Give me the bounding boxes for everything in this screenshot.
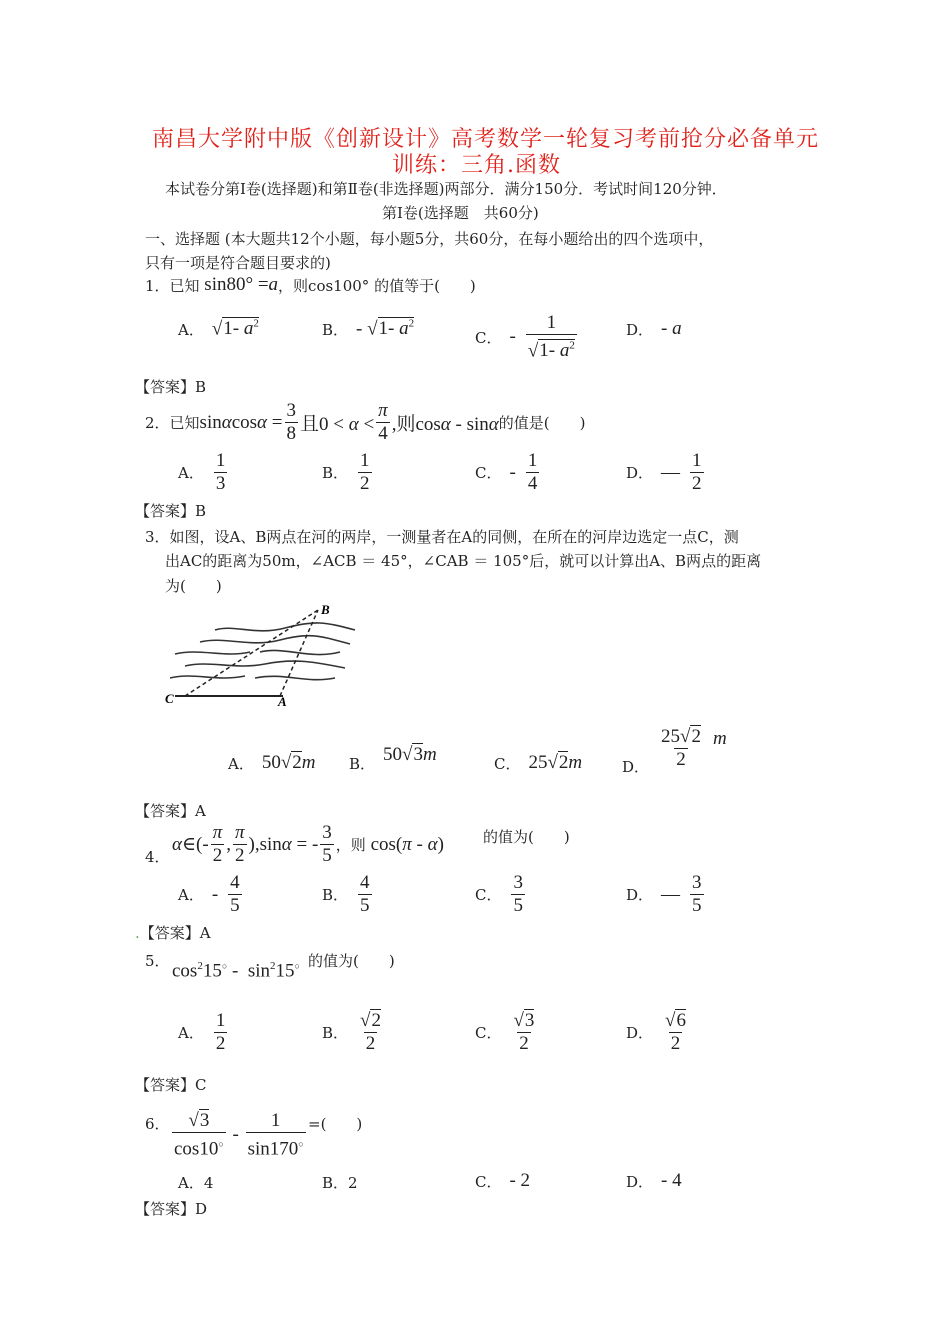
q2-option-d: D． — $\frac{1}{2}$ (626, 450, 702, 494)
q3-option-c: C． 25√2m (494, 752, 583, 773)
q5-formula: $\cos^215^○ - \sin^215^○$ (172, 960, 300, 982)
q6-answer: 【答案】D (135, 1200, 208, 1218)
q1-answer: 【答案】B (135, 378, 207, 396)
q6-option-c: C． - 2 (475, 1170, 531, 1191)
q6-option-b: B．2 (322, 1174, 358, 1192)
exam-intro: 本试卷分第Ⅰ卷(选择题)和第Ⅱ卷(非选择题)两部分．满分150分．考试时间120分钟． (165, 180, 727, 198)
q1-option-b: B． - √1- $a^2$ (322, 318, 415, 340)
q6-option-a: A．4 (178, 1174, 214, 1192)
q1-option-a: A． √1- $a^2$ (178, 318, 259, 340)
q2-option-c: C． - $\frac{1}{4}$ (475, 450, 538, 494)
q5-suffix: 的值为( ) (308, 952, 395, 970)
section-heading: 一、选择题 (本大题共12个小题，每小题5分，共60分，在每小题给出的四个选项中， (145, 230, 714, 248)
q3-line2: 出AC的距离为50m，∠ACB ＝ 45°，∠CAB ＝ 105°后，就可以计算出A、B两点的距离 (165, 552, 762, 570)
part-heading: 第Ⅰ卷(选择题 共60分) (382, 204, 539, 222)
q2-option-b: B． $\frac{1}{2}$ (322, 450, 370, 494)
option-a-label: A． (178, 320, 204, 339)
q4-option-c: C． $\frac{3}{5}$ (475, 872, 523, 916)
option-c-label: C． (475, 328, 502, 347)
point-b-label: B (321, 602, 330, 617)
q4-then: ，则 (335, 836, 366, 854)
q2-formula: sinαcosα = (199, 411, 283, 433)
point-c-label: C (165, 691, 174, 706)
q5-option-d: D． $\frac{√6}{2}$ (626, 1010, 686, 1054)
q4-answer: .【答案】A (135, 924, 211, 942)
q5-option-c: C． $\frac{√3}{2}$ (475, 1010, 535, 1054)
q6-option-d: D． - 4 (626, 1170, 682, 1191)
q6-formula: $\frac{√3}{\cos 10^○}$ - $\frac{1}{\sin 170^○}$ (174, 1110, 304, 1160)
q6-prefix: 6． (145, 1115, 170, 1133)
question-2: 2．已知 sinαcosα = $\frac{3}{8}$ 且0 < α < $\frac{\pi}{4}$ ,则cosα - sinα 的值是( ) (145, 400, 586, 444)
q2-prefix: 2．已知 (145, 414, 200, 432)
q3-option-a: A． 50√2m (228, 752, 316, 773)
point-a-label: A (278, 694, 287, 709)
q1-option-c: C． - $\frac{1}{√1- a^2}$ (475, 312, 575, 362)
river-figure (155, 600, 365, 710)
q1-prefix: 1．已知 (145, 276, 200, 295)
q3-answer: 【答案】A (135, 802, 206, 820)
q6-suffix: =( ) (308, 1115, 363, 1133)
q5-answer: 【答案】C (135, 1076, 207, 1094)
q3-option-d: D． $\frac{25√2}{2}$ m (622, 726, 727, 776)
q4-option-a: A． - $\frac{4}{5}$ (178, 872, 240, 916)
q3-line3: 为( ) (165, 577, 222, 595)
q2-suffix: 的值是( ) (498, 414, 586, 432)
question-1 (145, 274, 476, 296)
section-heading-cont: 只有一项是符合题目要求的) (145, 254, 331, 272)
option-b-label: B． (322, 320, 349, 339)
doc-title-line2: 训练：三角.函数 (392, 153, 561, 178)
q1-option-d: D． - a (626, 318, 682, 339)
q2-option-a: A． $\frac{1}{3}$ (178, 450, 226, 494)
q3-option-b: B． 50√3m (349, 744, 437, 773)
q4-prefix: 4． (145, 848, 170, 866)
q3-line1: 3．如图，设A、B两点在河的两岸，一测量者在A的同侧，在所在的河岸边选定一点C，测 (145, 528, 739, 546)
option-d-label: D． (626, 320, 654, 339)
q4-suffix: 的值为( ) (483, 828, 570, 846)
q5-option-b: B． $\frac{√2}{2}$ (322, 1010, 381, 1054)
q1-suffix: ，则cos100° 的值等于( ) (278, 276, 476, 295)
q2-answer: 【答案】B (135, 502, 207, 520)
q5-option-a: A． $\frac{1}{2}$ (178, 1010, 226, 1054)
q4-option-b: B． $\frac{4}{5}$ (322, 872, 370, 916)
q1-formula: sin80° =a (199, 274, 279, 295)
q4-option-d: D． — $\frac{3}{5}$ (626, 872, 702, 916)
question-4: α∈(- $\frac{\pi}{2}$ , $\frac{\pi}{2}$ ),sinα = - $\frac{3}{5}$ ，则 cos(π - α) (172, 822, 444, 866)
doc-title-line1: 南昌大学附中版《创新设计》高考数学一轮复习考前抢分必备单元 (152, 127, 820, 152)
q5-prefix: 5． (145, 952, 170, 970)
